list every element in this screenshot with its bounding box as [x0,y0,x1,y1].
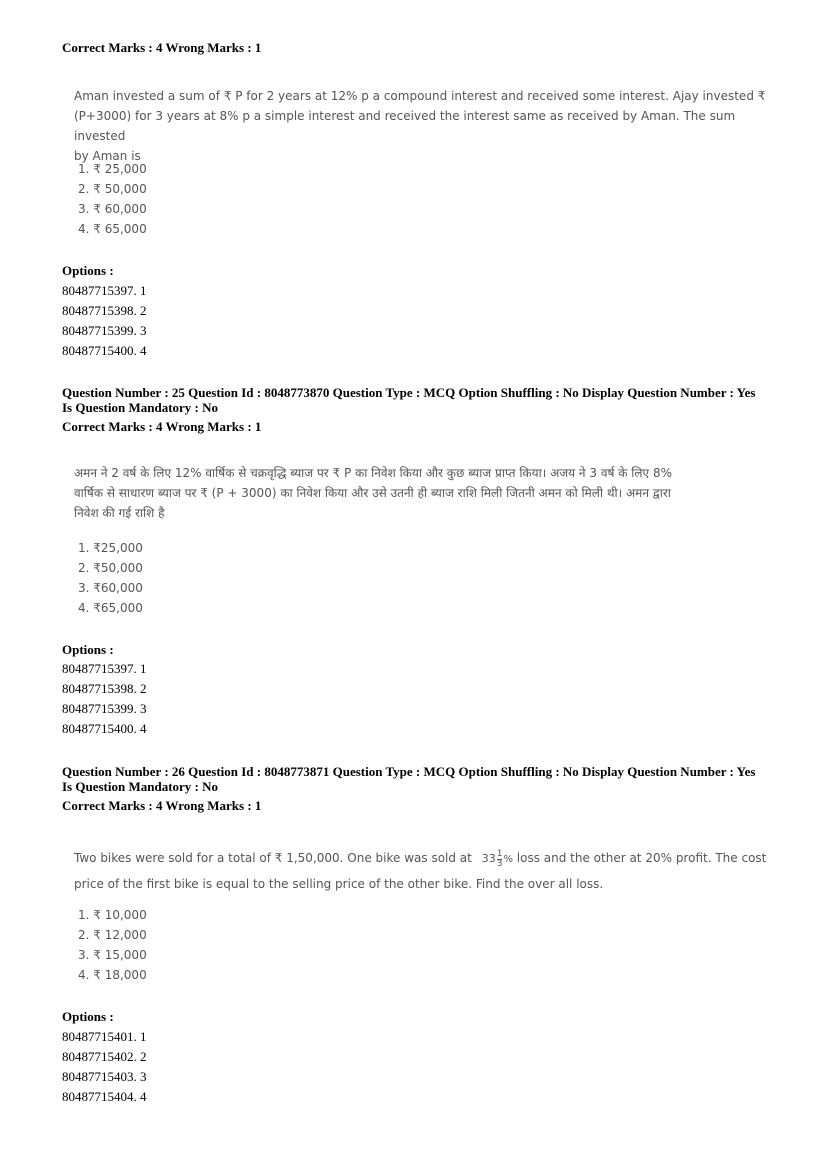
q25-option-id: 80487715399. 3 [62,701,147,716]
fraction-whole: 33 [481,852,496,865]
q26-text-part: Two bikes were sold for a total of ₹ 1,50,000. One bike was sold at [74,851,472,865]
q26-choice: 1. ₹ 10,000 [78,908,147,922]
q25-header: Question Number : 25 Question Id : 8048773870 Question Type : MCQ Option Shuffling : No Display Question Number : Yes [62,385,756,400]
q25-choice: 2. ₹50,000 [78,561,143,575]
q25-option-id: 80487715400. 4 [62,721,147,736]
q25-choice: 1. ₹25,000 [78,541,143,555]
q24-option-id: 80487715398. 2 [62,303,147,318]
q24-choice: 4. ₹ 65,000 [78,222,147,236]
q25-text-line: निवेश की गई राशि है [74,506,165,520]
q25-option-id: 80487715397. 1 [62,661,147,676]
q24-text-line: (P+3000) for 3 years at 8% p a simple interest and received the interest same as received by Aman. The sum invested [74,109,736,143]
q26-mandatory: Is Question Mandatory : No [62,779,219,794]
q25-question-text [74,463,774,523]
q25-choice: 3. ₹60,000 [78,581,143,595]
fraction [497,850,503,869]
q26-option-id: 80487715403. 3 [62,1069,147,1084]
q26-choice: 4. ₹ 18,000 [78,968,147,982]
q24-marks: Correct Marks : 4 Wrong Marks : 1 [62,40,262,55]
q26-text-line: price of the first bike is equal to the selling price of the other bike. Find the over all loss. [74,877,604,891]
q24-choice: 1. ₹ 25,000 [78,162,147,176]
q24-option-id: 80487715400. 4 [62,343,147,358]
q25-text-line: वार्षिक से साधारण ब्याज पर ₹ (P + 3000) का निवेश किया और उसे उतनी ही ब्याज राशि मिली जितनी अमन को मिली थी। अमन द्वारा [74,486,671,500]
q24-option-id: 80487715399. 3 [62,323,147,338]
q25-text-line: अमन ने 2 वर्ष के लिए 12% वार्षिक से चक्रवृद्धि ब्याज पर ₹ P का निवेश किया और कुछ ब्याज प्राप्त किया। अजय ने 3 वर्ष के लिए 8% [74,466,673,480]
mixed-fraction [481,848,513,869]
percent-sign: % [503,854,513,865]
q26-text-part: loss and the other at 20% profit. The cost [516,851,767,865]
q26-option-id: 80487715404. 4 [62,1089,147,1104]
q25-options-label: Options : [62,642,114,657]
q25-marks: Correct Marks : 4 Wrong Marks : 1 [62,419,262,434]
q26-choice: 2. ₹ 12,000 [78,928,147,942]
q25-mandatory: Is Question Mandatory : No [62,400,219,415]
q26-text-line [74,846,774,872]
q24-option-id: 80487715397. 1 [62,283,147,298]
q26-question-text [74,846,774,896]
q24-choice: 3. ₹ 60,000 [78,202,147,216]
q26-header: Question Number : 26 Question Id : 8048773871 Question Type : MCQ Option Shuffling : No Display Question Number : Yes [62,764,756,779]
q24-question-text [74,86,774,166]
fraction-denominator: 3 [496,858,503,869]
fraction-numerator: 1 [496,848,503,859]
q24-text-line: by Aman is [74,149,141,163]
q25-option-id: 80487715398. 2 [62,681,147,696]
q25-choice: 4. ₹65,000 [78,601,143,615]
q26-options-label: Options : [62,1009,114,1024]
q26-marks: Correct Marks : 4 Wrong Marks : 1 [62,798,262,813]
q24-text-line: Aman invested a sum of ₹ P for 2 years at 12% p a compound interest and received some interest. Ajay invested ₹ [74,89,766,103]
q26-option-id: 80487715402. 2 [62,1049,147,1064]
q24-choice: 2. ₹ 50,000 [78,182,147,196]
q24-options-label: Options : [62,263,114,278]
q26-option-id: 80487715401. 1 [62,1029,147,1044]
q26-choice: 3. ₹ 15,000 [78,948,147,962]
